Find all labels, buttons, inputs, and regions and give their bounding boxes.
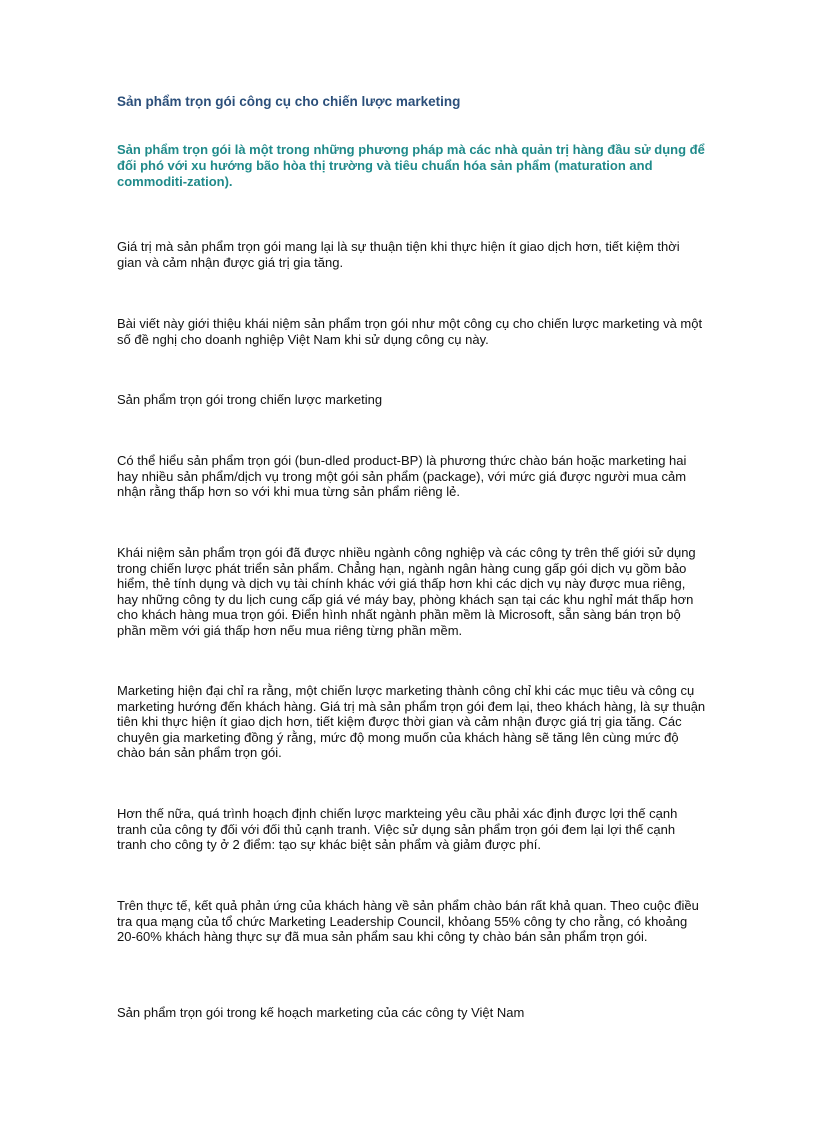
paragraph-industry-examples: Khái niệm sản phẩm trọn gói đã được nhiều ngành công nghiệp và các công ty trên thế giới sử dụng trong chiến lược phát triển sản phẩm. Chẳng hạn, ngành ngân hàng cung gấp gói dịch vụ gồm bảo hiểm, thẻ tính dụng và dịch vụ tài chính khác với giá thấp hơn khi các dịch vụ này được mua riêng, hay những công ty du lịch cung cấp giá vé máy bay, phòng khách sạn tại các khu nghỉ mát thấp hơn cho khách hàng mua trọn gói. Điển hình nhất ngành phần mềm là Microsoft, sẵn sàng bán trọn bộ phần mềm với giá thấp hơn nếu mua riêng từng phần mềm. <box>117 545 696 638</box>
paragraph-modern-marketing: Marketing hiện đại chỉ ra rằng, một chiến lược marketing thành công chỉ khi các mục tiêu và công cụ marketing hướng đến khách hàng. Giá trị mà sản phẩm trọn gói đem lại, theo khách hàng, là sự thuận tiên khi thực hiện ít giao dịch hơn, tiết kiệm được thời gian và cảm nhận được giá trị gia tăng. Các chuyên gia marketing đồng ý rằng, mức độ mong muốn của khách hàng sẽ tăng lên cùng mức độ chào bán sản phẩm trọn gói. <box>117 683 706 760</box>
paragraph-definition: Có thể hiểu sản phẩm trọn gói (bun-dled product-BP) là phương thức chào bán hoặc marketing hai hay nhiều sản phẩm/dịch vụ trong một gói sản phẩm (package), với mức giá được người mua cảm nhận rằng thấp hơn so với khi mua từng sản phẩm riêng lẻ. <box>117 453 687 499</box>
paragraph-value-proposition: Giá trị mà sản phẩm trọn gói mang lại là sự thuận tiện khi thực hiện ít giao dịch hơn, tiết kiệm thời gian và cảm nhận được giá trị gia tăng. <box>117 239 680 270</box>
article-title: Sản phẩm trọn gói công cụ cho chiến lược marketing <box>117 94 461 109</box>
paragraph-competitive-advantage: Hơn thế nữa, quá trình hoạch định chiến lược markteing yêu cầu phải xác định được lợi thế cạnh tranh của công ty đối với đối thủ cạnh tranh. Việc sử dụng sản phẩm trọn gói đem lại lợi thế cạnh tranh cho công ty ở 2 điểm: tạo sự khác biệt sản phẩm và giảm được phí. <box>117 806 678 852</box>
section-heading-vietnam-companies: Sản phẩm trọn gói trong kế hoạch marketing của các công ty Việt Nam <box>117 1005 525 1020</box>
paragraph-survey-results: Trên thực tế, kết quả phản ứng của khách hàng về sản phẩm chào bán rất khả quan. Theo cuộc điều tra qua mạng của tổ chức Marketing Leadership Council, khỏang 55% công ty cho rằng, có khoảng 20-60% khách hàng thực sự đã mua sản phẩm sau khi công ty chào bán sản phẩm trọn gói. <box>117 898 699 944</box>
paragraph-introduction: Bài viết này giới thiệu khái niệm sản phẩm trọn gói như một công cụ cho chiến lược marketing và một số đề nghị cho doanh nghiệp Việt Nam khi sử dụng công cụ này. <box>117 316 703 347</box>
section-heading-marketing-strategy: Sản phẩm trọn gói trong chiến lược marketing <box>117 392 383 407</box>
article-lead: Sản phẩm trọn gói là một trong những phương pháp mà các nhà quản trị hàng đầu sử dụng để đối phó với xu hướng bão hòa thị trường và tiêu chuẩn hóa sản phẩm (maturation and commoditi-zation). <box>117 142 705 189</box>
